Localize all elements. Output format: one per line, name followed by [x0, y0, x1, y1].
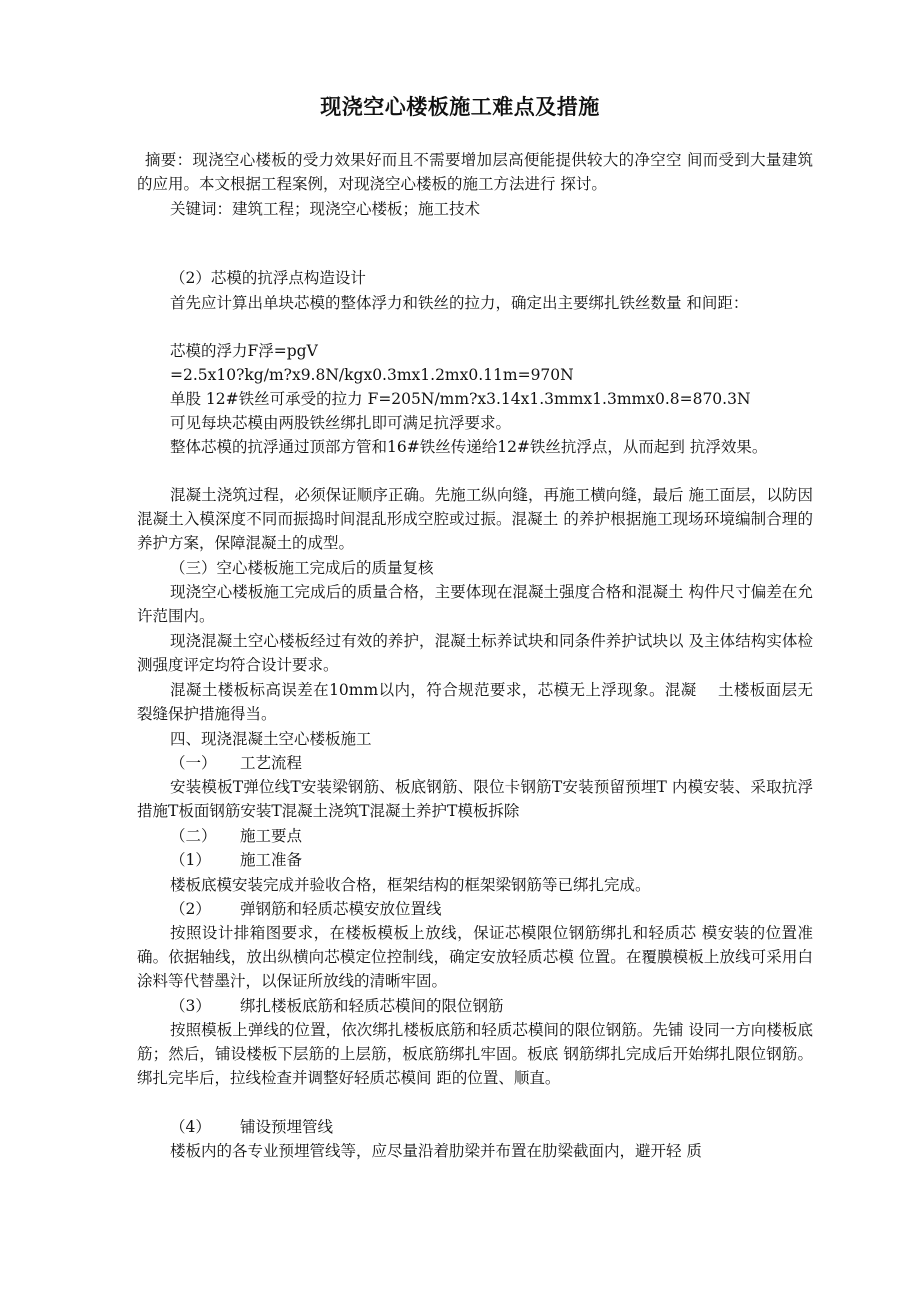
- heading-number: （2）: [170, 900, 211, 918]
- heading-number: （1）: [170, 851, 211, 869]
- heading-text: 施工要点: [240, 827, 303, 845]
- heading-text: 铺设预埋管线: [240, 1118, 334, 1136]
- body-paragraph: 混凝土楼板标高误差在10mm以内，符合规范要求，芯模无上浮现象。混凝 土楼板面层无裂缝保护措施得当。: [137, 681, 813, 723]
- section-heading: 四、现浇混凝土空心楼板施工: [170, 730, 372, 748]
- body-paragraph: 楼板内的各专业预埋管线等，应尽量沿着肋梁并布置在肋梁截面内，避开轻 质: [170, 1142, 702, 1160]
- heading-number: （4）: [170, 1118, 211, 1136]
- formula-line: =2.5x10?kg/m?x9.8N/kgx0.3mx1.2mx0.11m=970N: [170, 366, 574, 384]
- heading-number: （一）: [170, 754, 217, 772]
- body-paragraph: 整体芯模的抗浮通过顶部方管和16#铁丝传递给12#铁丝抗浮点，从而起到 抗浮效果。: [170, 438, 768, 456]
- numbered-heading: [137, 751, 813, 775]
- document-title: 现浇空心楼板施工难点及措施: [320, 94, 600, 119]
- section-heading: （三）空心楼板施工完成后的质量复核: [170, 559, 434, 577]
- body-paragraph: 可见每块芯模由两股铁丝绑扎即可满足抗浮要求。: [170, 414, 512, 432]
- heading-text: 绑扎楼板底筋和轻质芯模间的限位钢筋: [240, 997, 504, 1015]
- body-paragraph: 混凝土浇筑过程，必须保证顺序正确。先施工纵向缝，再施工横向缝，最后 施工面层，以防因混凝土入模深度不同而振捣时间混乱形成空腔或过振。混凝土 的养护根据施工现场环境编制合理的养护方案，保障混凝土的成型。: [137, 486, 813, 552]
- body-paragraph: 安装模板T弹位线T安装梁钢筋、板底钢筋、限位卡钢筋T安装预留预埋T 内模安装、采取抗浮措施T板面钢筋安装T混凝土浇筑T混凝土养护T模板拆除: [137, 778, 813, 820]
- numbered-heading: [137, 848, 813, 872]
- heading-text: 工艺流程: [240, 754, 303, 772]
- numbered-heading: [137, 897, 813, 921]
- numbered-heading: [137, 824, 813, 848]
- abstract-paragraph: 摘要：现浇空心楼板的受力效果好而且不需要增加层高便能提供较大的净空空 间而受到大量建筑的应用。本文根据工程案例，对现浇空心楼板的施工方法进行 探讨。: [137, 151, 813, 193]
- formula-line: 芯模的浮力F浮=pgV: [170, 342, 318, 360]
- body-paragraph: 按照模板上弹线的位置，依次绑扎楼板底筋和轻质芯模间的限位钢筋。先铺 设同一方向楼板底筋；然后，铺设楼板下层筋的上层筋，板底筋绑扎牢固。板底 钢筋绑扎完成后开始绑扎限位钢筋。绑扎完毕后，拉线检查并调整好轻质芯模间 距的位置、顺直。: [137, 1021, 813, 1087]
- heading-text: 施工准备: [240, 851, 303, 869]
- section-heading: （2）芯模的抗浮点构造设计: [170, 269, 366, 287]
- body-paragraph: 现浇混凝土空心楼板经过有效的养护，混凝土标养试块和同条件养护试块以 及主体结构实体检测强度评定均符合设计要求。: [137, 632, 813, 674]
- body-paragraph: 按照设计排箱图要求，在楼板模板上放线，保证芯模限位钢筋绑扎和轻质芯 模安装的位置准确。依据轴线，放出纵横向芯模定位控制线，确定安放轻质芯模 位置。在覆膜模板上放线可采用白涂料等代替墨汁，以保证所放线的清晰牢固。: [137, 924, 813, 990]
- heading-number: （二）: [170, 827, 217, 845]
- numbered-heading: [137, 1115, 813, 1139]
- body-paragraph: 楼板底模安装完成并验收合格，框架结构的框架梁钢筋等已绑扎完成。: [170, 876, 651, 894]
- numbered-heading: [137, 994, 813, 1018]
- body-paragraph: 首先应计算出单块芯模的整体浮力和铁丝的拉力，确定出主要绑扎铁丝数量 和间距：: [170, 294, 749, 312]
- formula-line: 单股 12#铁丝可承受的拉力 F=205N/mm?x3.14x1.3mmx1.3mmx0.8=870.3N: [170, 390, 751, 408]
- body-paragraph: 现浇空心楼板施工完成后的质量合格，主要体现在混凝土强度合格和混凝土 构件尺寸偏差在允许范围内。: [137, 583, 813, 625]
- heading-text: 弹钢筋和轻质芯模安放位置线: [240, 900, 442, 918]
- keywords-line: 关键词：建筑工程；现浇空心楼板；施工技术: [170, 200, 481, 218]
- heading-number: （3）: [170, 997, 211, 1015]
